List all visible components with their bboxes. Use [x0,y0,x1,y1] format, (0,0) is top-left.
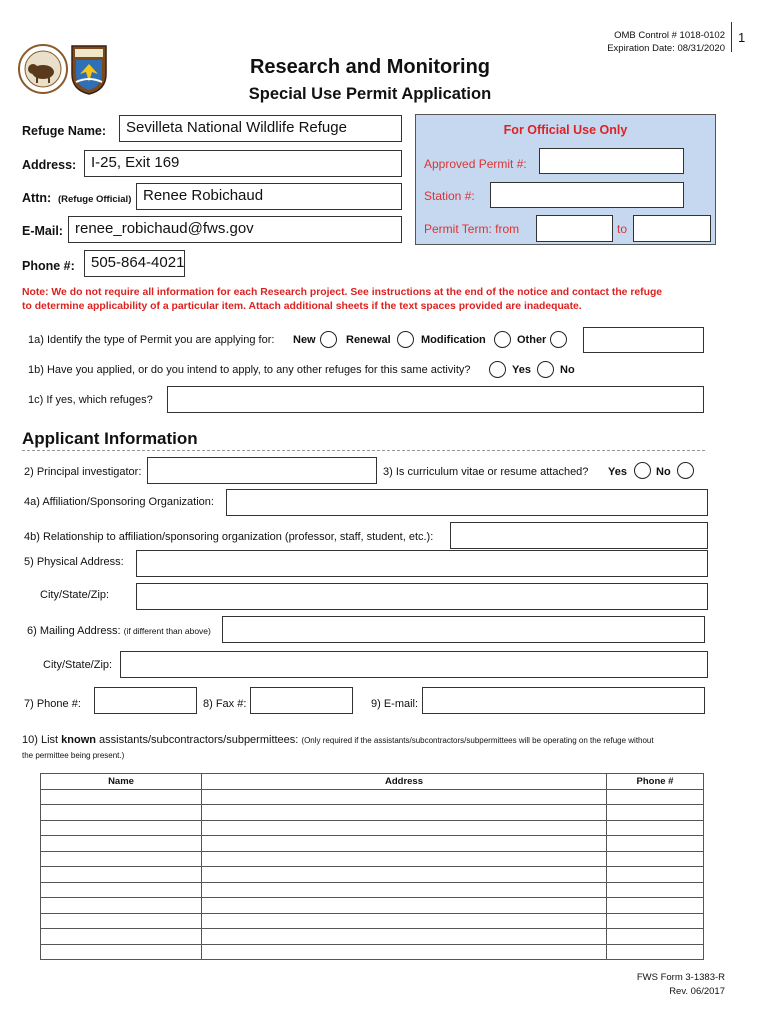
table-cell[interactable] [202,851,607,867]
table-cell[interactable] [607,944,704,960]
table-row [41,789,704,805]
footer-revision: Rev. 06/2017 [669,986,725,997]
radio-1b-yes[interactable] [489,361,506,378]
q10-pre: 10) List [22,734,62,746]
address-field[interactable]: I-25, Exit 169 [84,150,402,177]
station-label: Station #: [424,189,475,203]
table-row [41,929,704,945]
station-field[interactable] [490,182,684,208]
q6-label [27,625,211,637]
expiration-date: Expiration Date: 08/31/2020 [607,43,725,54]
table-cell[interactable] [41,836,202,852]
opt-new-label: New [293,334,316,346]
q3-label: 3) Is curriculum vitae or resume attached? [383,466,589,478]
permit-term-from-field[interactable] [536,215,613,242]
attn-field[interactable]: Renee Robichaud [136,183,402,210]
table-cell[interactable] [202,882,607,898]
table-cell[interactable] [202,836,607,852]
relationship-field[interactable] [450,522,708,549]
table-cell[interactable] [41,851,202,867]
table-cell[interactable] [41,805,202,821]
radio-new[interactable] [320,331,337,348]
physical-address-field[interactable] [136,550,708,577]
table-row [41,898,704,914]
table-cell[interactable] [202,929,607,945]
table-cell[interactable] [607,820,704,836]
q1a-label: 1a) Identify the type of Permit you are applying for: [28,334,275,346]
table-cell[interactable] [202,820,607,836]
page-number: 1 [738,30,746,45]
table-cell[interactable] [41,898,202,914]
q7-label: 7) Phone #: [24,698,81,710]
table-cell[interactable] [41,820,202,836]
q10-note-2: the permittee being present.) [22,751,125,760]
table-cell[interactable] [607,789,704,805]
table-cell[interactable] [607,836,704,852]
table-cell[interactable] [41,929,202,945]
table-cell[interactable] [607,929,704,945]
approved-permit-label: Approved Permit #: [424,157,527,171]
q9-label: 9) E-mail: [371,698,419,710]
approved-permit-field[interactable] [539,148,684,174]
permit-term-to-label: to [617,222,628,236]
footer-form-number: FWS Form 3-1383-R [636,972,725,983]
permit-term-label: Permit Term: from [424,222,520,236]
applicant-fax-field[interactable] [250,687,353,714]
table-cell[interactable] [41,789,202,805]
table-row [41,882,704,898]
table-cell[interactable] [607,898,704,914]
table-header-name: Name [41,774,202,790]
radio-renewal[interactable] [397,331,414,348]
q1b-no-label: No [560,364,575,376]
q8-label: 8) Fax #: [203,698,247,710]
q4b-label: 4b) Relationship to affiliation/sponsoring organization (professor, staff, student, etc.): [24,531,434,543]
table-cell[interactable] [202,867,607,883]
radio-cv-no[interactable] [677,462,694,479]
table-cell[interactable] [607,805,704,821]
q1b-yes-label: Yes [512,364,531,376]
applicant-phone-field[interactable] [94,687,197,714]
opt-other-label: Other [517,334,547,346]
table-row [41,913,704,929]
table-cell[interactable] [41,867,202,883]
omb-control: OMB Control # 1018-0102 [614,30,725,41]
table-cell[interactable] [607,851,704,867]
q10-label [22,734,654,746]
section-rule [22,450,705,451]
mailing-address-field[interactable] [222,616,705,643]
q10-bold: known [61,734,96,746]
q6-sub: (if different than above) [123,626,211,636]
opt-renewal-label: Renewal [346,334,391,346]
which-refuges-field[interactable] [167,386,704,413]
official-use-title: For Official Use Only [503,123,628,137]
page-number-divider [731,22,732,52]
radio-1b-no[interactable] [537,361,554,378]
q1c-label: 1c) If yes, which refuges? [28,394,153,406]
email-label: E-Mail: [22,224,63,238]
assistants-table [40,773,704,960]
physical-city-field[interactable] [136,583,708,610]
page-subtitle: Special Use Permit Application [248,85,492,103]
table-row [41,867,704,883]
address-label: Address: [22,158,77,172]
city2-label: City/State/Zip: [43,659,113,671]
q5-label: 5) Physical Address: [24,556,124,568]
q4a-label: 4a) Affiliation/Sponsoring Organization: [24,496,214,508]
opt-modification-label: Modification [421,334,486,346]
q3-no-label: No [656,466,671,478]
refuge-name-field[interactable]: Sevilleta National Wildlife Refuge [119,115,402,142]
table-header-address: Address [202,774,607,790]
page-title: Research and Monitoring [249,56,491,78]
note-line-1: Note: We do not require all information for each Research project. See instructions at the end of the notice and contact the refuge [22,287,663,298]
q6-text: 6) Mailing Address: [27,625,121,637]
table-cell[interactable] [41,882,202,898]
radio-other[interactable] [550,331,567,348]
phone-label: Phone #: [22,259,75,273]
radio-cv-yes[interactable] [634,462,651,479]
q1b-label: 1b) Have you applied, or do you intend to apply, to any other refuges for this same activity? [28,364,471,376]
applicant-section-title: Applicant Information [22,429,198,448]
table-header-phone: Phone # [607,774,704,790]
q10-post: assistants/subcontractors/subpermittees: [95,734,299,746]
permit-term-to-field[interactable] [633,215,711,242]
radio-modification[interactable] [494,331,511,348]
table-row [41,805,704,821]
note-line-2: to determine applicability of a particular item. Attach additional sheets if the text spaces provided are inadequate. [22,301,582,312]
table-cell[interactable] [607,867,704,883]
q10-note: (Only required if the assistants/subcontractors/subpermittees will be operating on the refuge without [301,736,654,745]
applicant-email-field[interactable] [422,687,705,714]
table-row [41,820,704,836]
table-cell[interactable] [202,898,607,914]
table-cell[interactable] [41,944,202,960]
attn-sub-label: (Refuge Official) [58,194,132,205]
city1-label: City/State/Zip: [40,589,110,601]
table-cell[interactable] [202,913,607,929]
table-cell[interactable] [202,944,607,960]
table-cell[interactable] [607,913,704,929]
affiliation-field[interactable] [226,489,708,516]
mailing-city-field[interactable] [120,651,708,678]
table-cell[interactable] [41,913,202,929]
refuge-name-label: Refuge Name: [22,124,107,138]
phone-field[interactable]: 505-864-4021 [84,250,185,277]
other-type-field[interactable] [583,327,704,353]
q3-yes-label: Yes [608,466,627,478]
table-cell[interactable] [202,789,607,805]
email-field[interactable]: renee_robichaud@fws.gov [68,216,402,243]
principal-investigator-field[interactable] [147,457,377,484]
table-row [41,851,704,867]
attn-label: Attn: [22,191,52,205]
table-cell[interactable] [607,882,704,898]
q2-label: 2) Principal investigator: [24,466,142,478]
table-row [41,944,704,960]
table-row [41,836,704,852]
table-cell[interactable] [202,805,607,821]
